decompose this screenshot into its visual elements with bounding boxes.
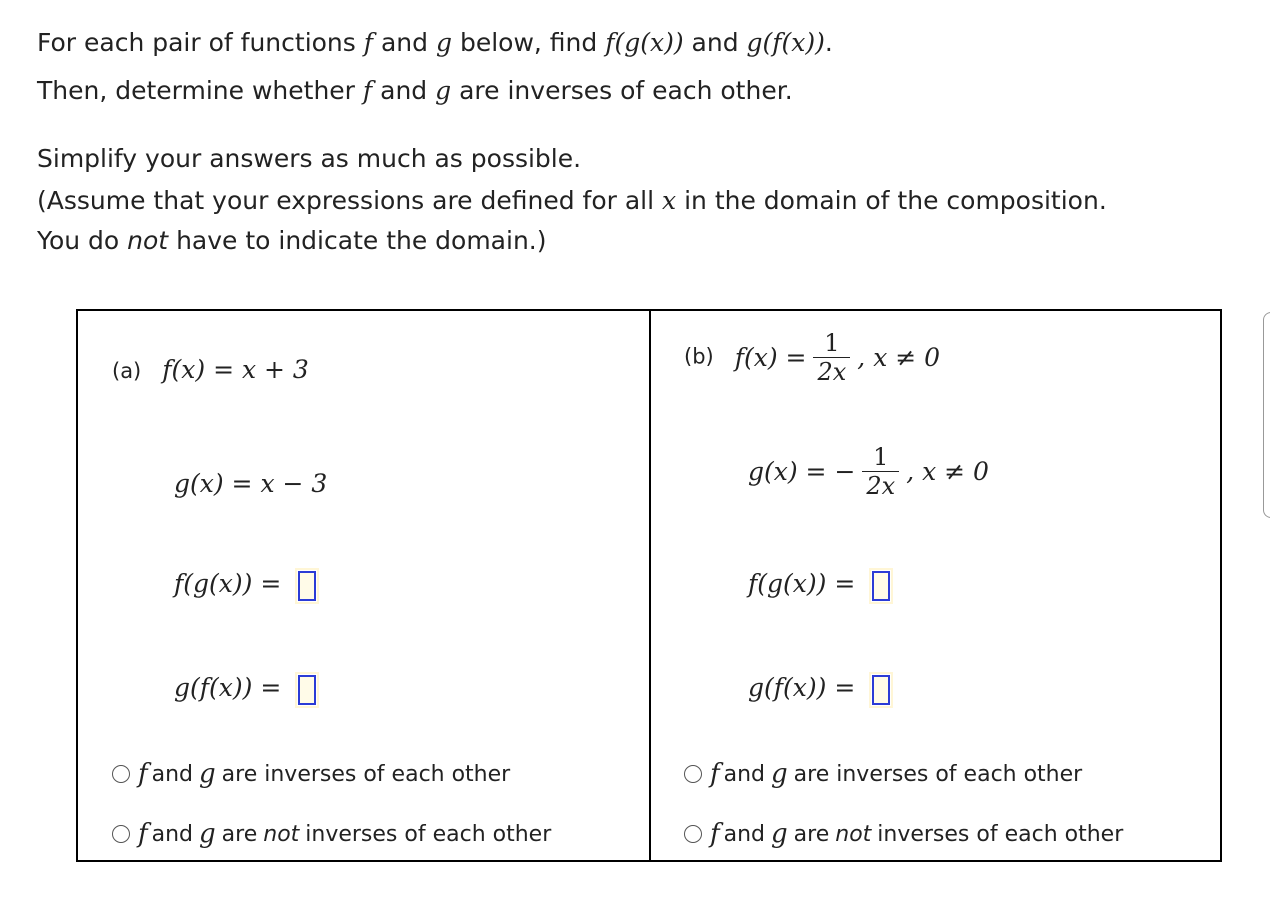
instruction-line-2: Then, determine whether f and g are inverses of each other. bbox=[37, 76, 793, 105]
part-a-option-not-inverses[interactable]: f and g are not inverses of each other bbox=[112, 819, 551, 849]
part-b-radio-not-inverses[interactable] bbox=[684, 825, 702, 843]
part-b-fgx-answer-box[interactable] bbox=[872, 571, 890, 601]
part-b-label: (b) bbox=[684, 344, 714, 369]
part-b-gfx-row: g(f(x)) = bbox=[748, 673, 890, 705]
part-b-fgx-row: f(g(x)) = bbox=[748, 569, 890, 601]
f-symbol: f bbox=[363, 28, 374, 57]
part-a-g-definition: g(x) = x − 3 bbox=[174, 469, 328, 498]
part-b-option-inverses[interactable]: f and g are inverses of each other bbox=[684, 759, 1082, 789]
instruction-line-4: (Assume that your expressions are defined for all x in the domain of the composition. bbox=[37, 186, 1107, 215]
gfx-expression: g(f(x)) bbox=[746, 28, 825, 57]
part-b-f-definition: (b) f(x) = $\frac{1}{2x}$ , x ≠ 0 bbox=[684, 329, 941, 386]
part-b-f-fraction: $\frac{1}{2x}$ bbox=[813, 329, 850, 386]
part-a-fgx-row: f(g(x)) = bbox=[174, 569, 316, 601]
part-a-option-inverses[interactable]: f and g are inverses of each other bbox=[112, 759, 510, 789]
side-panel-tab[interactable] bbox=[1263, 312, 1270, 518]
problem-table bbox=[76, 309, 1222, 862]
instruction-line-1: For each pair of functions f and g below, find f(g(x)) and g(f(x)). bbox=[37, 28, 833, 57]
part-a-radio-inverses[interactable] bbox=[112, 765, 130, 783]
part-b-option-not-inverses[interactable]: f and g are not inverses of each other bbox=[684, 819, 1123, 849]
part-a-f-definition: (a) f(x) = x + 3 bbox=[112, 355, 309, 384]
part-b-radio-inverses[interactable] bbox=[684, 765, 702, 783]
instruction-line-3: Simplify your answers as much as possible. bbox=[37, 144, 582, 173]
part-b-g-fraction: $\frac{1}{2x}$ bbox=[862, 443, 899, 500]
part-a-fgx-answer-box[interactable] bbox=[298, 571, 316, 601]
part-b-gfx-answer-box[interactable] bbox=[872, 675, 890, 705]
g-symbol: g bbox=[435, 28, 452, 57]
part-a-gfx-answer-box[interactable] bbox=[298, 675, 316, 705]
part-a-label: (a) bbox=[112, 359, 142, 383]
part-a-gfx-row: g(f(x)) = bbox=[174, 673, 316, 705]
part-b-g-definition: g(x) = − $\frac{1}{2x}$ , x ≠ 0 bbox=[748, 443, 989, 500]
instruction-line-5: You do not have to indicate the domain.) bbox=[37, 226, 547, 255]
column-divider bbox=[649, 311, 651, 860]
fgx-expression: f(g(x)) bbox=[605, 28, 684, 57]
part-a-radio-not-inverses[interactable] bbox=[112, 825, 130, 843]
